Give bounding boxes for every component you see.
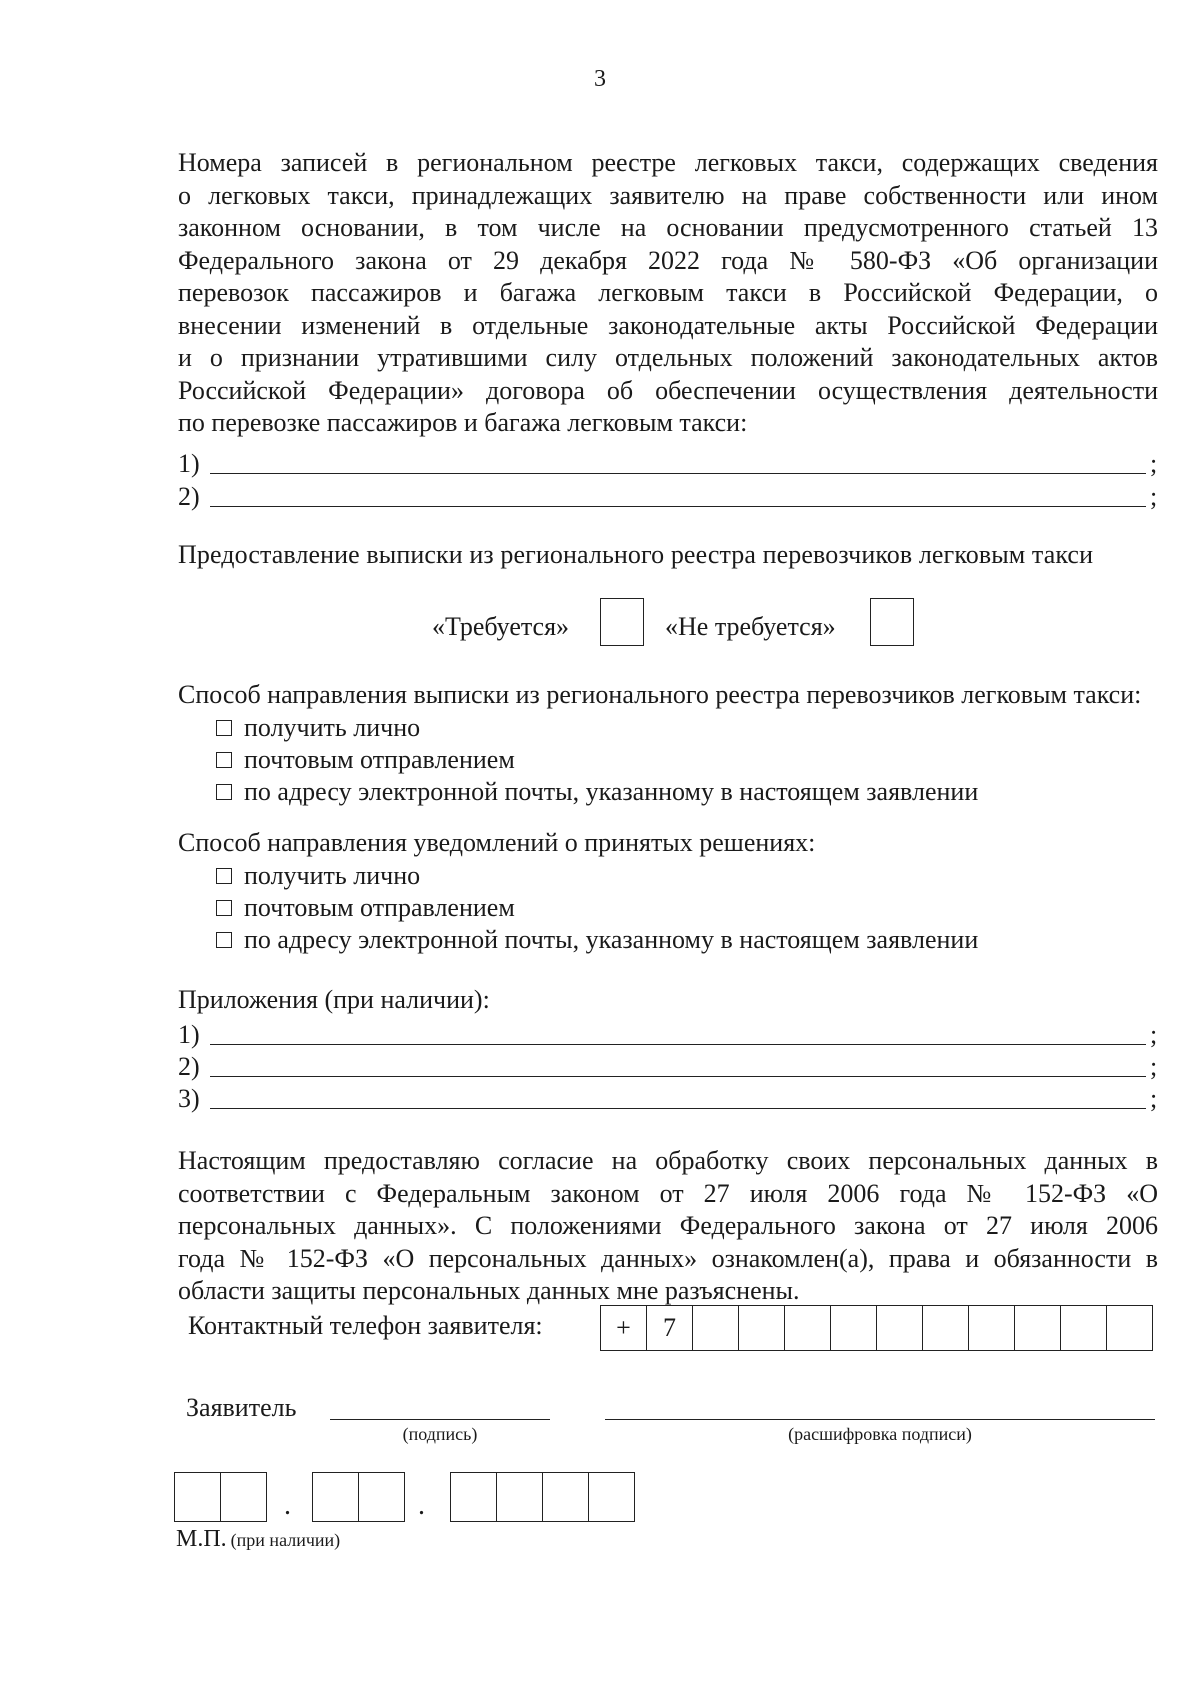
not-required-checkbox[interactable] (870, 598, 914, 646)
date-digit-box[interactable] (359, 1473, 405, 1521)
date-day-boxes[interactable] (174, 1472, 267, 1522)
registry-paragraph (178, 147, 1158, 440)
line-number: 3) (178, 1084, 200, 1113)
decryption-line[interactable] (605, 1418, 1155, 1420)
notification-delivery-heading: Способ направления уведомлений о принятых решениях: (178, 828, 816, 857)
option-label: получить лично (244, 861, 421, 890)
consent-paragraph (178, 1145, 1158, 1308)
blank-line[interactable] (210, 482, 1146, 507)
line-number: 2) (178, 1052, 200, 1081)
phone-cell[interactable] (739, 1306, 785, 1350)
signature-line[interactable] (330, 1418, 550, 1420)
registry-paragraph-line: Российской Федерации» договора об обеспечении осуществления деятельности (178, 375, 1158, 405)
date-separator: . (418, 1490, 425, 1521)
consent-paragraph-line: области защиты персональных данных мне разъяснены. (178, 1276, 800, 1305)
page-number: 3 (594, 66, 606, 92)
notification-option-email[interactable] (216, 924, 978, 956)
date-month-boxes[interactable] (312, 1472, 405, 1522)
stamp-label (176, 1526, 340, 1553)
registry-paragraph-line: внесении изменений в отдельные законодательные акты Российской Федерации (178, 310, 1158, 340)
blank-line[interactable] (210, 1052, 1146, 1077)
mp-note: (при наличии) (230, 1530, 341, 1550)
line-end: ; (1150, 482, 1158, 511)
attachments-heading: Приложения (при наличии): (178, 985, 490, 1014)
phone-cell: 7 (647, 1306, 693, 1350)
attachment-line-3[interactable] (178, 1082, 1160, 1114)
blank-line[interactable] (210, 1020, 1146, 1045)
attachment-line-2[interactable] (178, 1050, 1160, 1082)
mp-label: М.П. (176, 1526, 227, 1552)
date-separator: . (284, 1490, 291, 1521)
extract-option-post[interactable] (216, 744, 515, 776)
phone-cell[interactable] (877, 1306, 923, 1350)
date-digit-box[interactable] (313, 1473, 359, 1521)
required-checkbox[interactable] (600, 598, 644, 646)
option-label: почтовым отправлением (244, 745, 515, 774)
phone-input-grid[interactable] (600, 1305, 1153, 1351)
consent-paragraph-line: соответствии с Федеральным законом от 27 июля 2006 года № 152-ФЗ «О (178, 1178, 1158, 1208)
not-required-label: «Не требуется» (665, 612, 836, 641)
date-digit-box[interactable] (497, 1473, 543, 1521)
registry-line-1[interactable] (178, 447, 1160, 479)
phone-cell[interactable] (1015, 1306, 1061, 1350)
line-end: ; (1150, 1052, 1158, 1081)
option-label: почтовым отправлением (244, 893, 515, 922)
blank-line[interactable] (210, 449, 1146, 474)
extract-option-email[interactable] (216, 776, 978, 808)
registry-paragraph-line: о легковых такси, принадлежащих заявителю на праве собственности или ином (178, 180, 1158, 210)
consent-paragraph-line: персональных данных». С положениями Федерального закона от 27 июля 2006 (178, 1211, 1158, 1240)
line-number: 1) (178, 1020, 200, 1049)
phone-cell[interactable] (1061, 1306, 1107, 1350)
notification-option-post[interactable] (216, 892, 515, 924)
checkbox[interactable] (216, 784, 232, 800)
registry-paragraph-line: перевозок пассажиров и багажа легковым такси в Российской Федерации, о (178, 278, 1158, 307)
consent-paragraph-line: Настоящим предоставляю согласие на обработку своих персональных данных в (178, 1146, 1158, 1175)
option-label: по адресу электронной почты, указанному в настоящем заявлении (244, 925, 979, 954)
extract-heading: Предоставление выписки из регионального реестра перевозчиков легковым такси (178, 540, 1094, 569)
registry-paragraph-line: Федерального закона от 29 декабря 2022 года № 580-ФЗ «Об организации (178, 245, 1158, 275)
option-label: получить лично (244, 713, 421, 742)
date-year-boxes[interactable] (450, 1472, 635, 1522)
extract-delivery-heading: Способ направления выписки из регионального реестра перевозчиков легковым такси: (178, 680, 1142, 709)
line-end: ; (1150, 1084, 1158, 1113)
checkbox[interactable] (216, 868, 232, 884)
attachment-line-1[interactable] (178, 1018, 1160, 1050)
option-label: по адресу электронной почты, указанному в настоящем заявлении (244, 777, 979, 806)
consent-paragraph-line: года № 152-ФЗ «О персональных данных» ознакомлен(а), права и обязанности в (178, 1243, 1158, 1273)
line-number: 1) (178, 449, 200, 478)
registry-paragraph-line: по перевозке пассажиров и багажа легковым такси: (178, 408, 748, 437)
date-digit-box[interactable] (543, 1473, 589, 1521)
registry-paragraph-line: законном основании, в том числе на основании предусмотренного статьей 13 (178, 213, 1158, 242)
applicant-label: Заявитель (186, 1393, 297, 1422)
line-end: ; (1150, 449, 1158, 478)
blank-line[interactable] (210, 1084, 1146, 1109)
date-digit-box[interactable] (175, 1473, 221, 1521)
decryption-caption: (расшифровка подписи) (788, 1424, 972, 1444)
date-digit-box[interactable] (451, 1473, 497, 1521)
checkbox[interactable] (216, 752, 232, 768)
required-label: «Требуется» (432, 612, 570, 641)
phone-label: Контактный телефон заявителя: (188, 1311, 543, 1340)
registry-paragraph-line: и о признании утратившими силу отдельных положений законодательных актов (178, 343, 1158, 372)
phone-cell[interactable] (969, 1306, 1015, 1350)
checkbox[interactable] (216, 720, 232, 736)
phone-cell: + (601, 1306, 647, 1350)
phone-cell[interactable] (1107, 1306, 1153, 1350)
line-number: 2) (178, 482, 200, 511)
phone-cell[interactable] (785, 1306, 831, 1350)
extract-option-personal[interactable] (216, 712, 420, 744)
registry-line-2[interactable] (178, 480, 1160, 512)
line-end: ; (1150, 1020, 1158, 1049)
date-digit-box[interactable] (589, 1473, 635, 1521)
signature-caption: (подпись) (402, 1424, 478, 1444)
phone-cell[interactable] (831, 1306, 877, 1350)
phone-cell[interactable] (693, 1306, 739, 1350)
registry-paragraph-line: Номера записей в региональном реестре легковых такси, содержащих сведения (178, 148, 1158, 177)
date-digit-box[interactable] (221, 1473, 267, 1521)
checkbox[interactable] (216, 900, 232, 916)
notification-option-personal[interactable] (216, 860, 420, 892)
checkbox[interactable] (216, 932, 232, 948)
phone-cell[interactable] (923, 1306, 969, 1350)
